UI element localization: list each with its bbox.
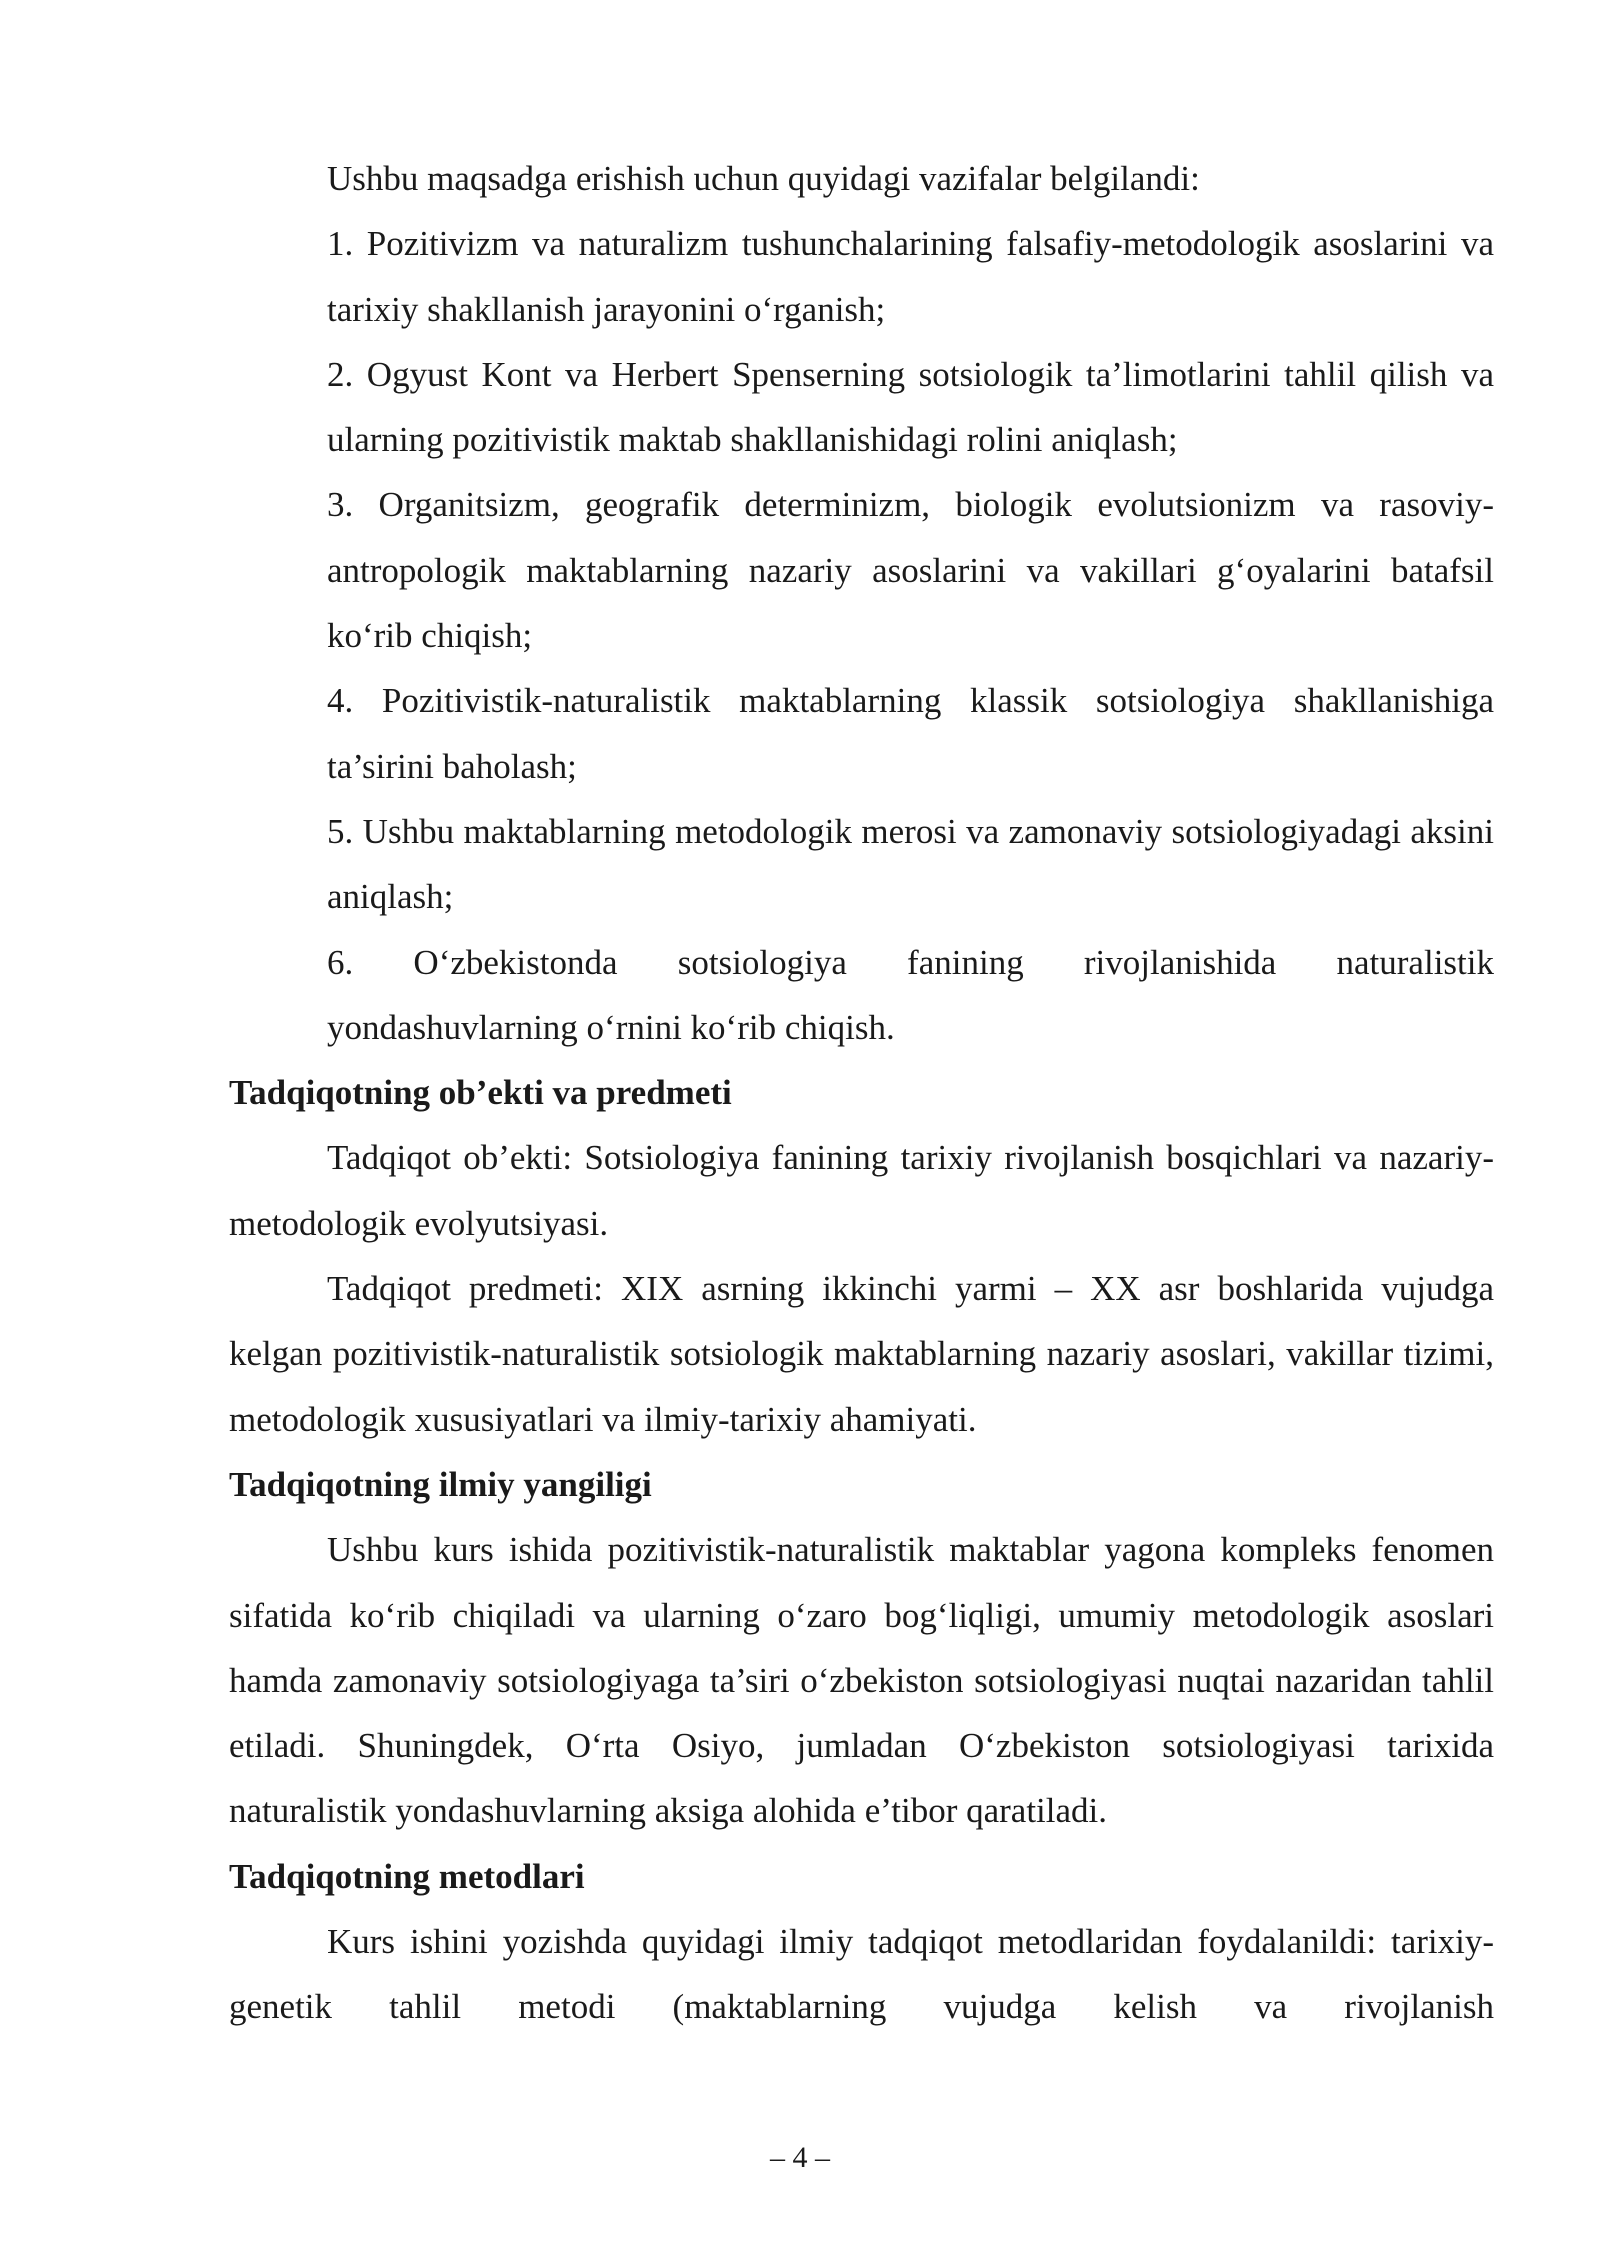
task-item-4: 4. Pozitivistik-naturalistik maktablarning klassik sotsiologiya shakllanishiga ta’sirini baholash; [327, 681, 1494, 786]
task-item-3: 3. Organitsizm, geografik determinizm, biologik evolutsionizm va rasoviy-antropologik maktablarning nazariy asoslarini va vakillari g‘oyalarini batafsil ko‘rib chiqish; [327, 485, 1494, 656]
task-item-5: 5. Ushbu maktablarning metodologik merosi va zamonaviy sotsiologiyadagi aksini aniqlash; [327, 811, 1494, 917]
document-page [229, 146, 1494, 2040]
page-number: – 4 – [770, 2141, 830, 2174]
novelty-paragraph: Ushbu kurs ishida pozitivistik-naturalistik maktablar yagona kompleks fenomen sifatida ko‘rib chiqiladi va ularning o‘zaro bog‘liqligi, umumiy metodologik asoslari hamda zamonaviy sotsiologiyaga ta’siri o‘zbekiston sotsiologiyasi nuqtai nazaridan tahlil etiladi. Shuningdek, O‘rta Osiyo, jumladan O‘zbekiston sotsiologiyasi tarixida naturalistik yondashuvlarning aksiga alohida e’tibor qaratiladi. [229, 1530, 1494, 1831]
methods-paragraph: Kurs ishini yozishda quyidagi ilmiy tadqiqot metodlaridan foydalanildi: tarixiy-genetik tahlil metodi (maktablarning vujudga kelish va rivojlanish [229, 1922, 1494, 2027]
novelty-section-heading: Tadqiqotning ilmiy yangiligi [229, 1464, 652, 1504]
research-object-paragraph: Tadqiqot ob’ekti: Sotsiologiya fanining tarixiy rivojlanish bosqichlari va nazariy-metodologik evolyutsiyasi. [229, 1138, 1494, 1243]
research-subject-paragraph: Tadqiqot predmeti: XIX asrning ikkinchi yarmi – XX asr boshlarida vujudga kelgan pozitivistik-naturalistik sotsiologik maktablarning nazariy asoslari, vakillar tizimi, metodologik xususiyatlari va ilmiy-tarixiy ahamiyati. [229, 1269, 1494, 1439]
task-item-1: 1. Pozitivizm va naturalizm tushunchalarining falsafiy-metodologik asoslarini va tarixiy shakllanish jarayonini o‘rganish; [327, 224, 1494, 329]
task-item-2: 2. Ogyust Kont va Herbert Spenserning sotsiologik ta’limotlarini tahlil qilish va ularning pozitivistik maktab shakllanishidagi rolini aniqlash; [327, 354, 1494, 460]
object-section-heading: Tadqiqotning ob’ekti va predmeti [229, 1073, 732, 1113]
tasks-intro: Ushbu maqsadga erishish uchun quyidagi vazifalar belgilandi: [327, 159, 1200, 198]
methods-section-heading: Tadqiqotning metodlari [229, 1856, 585, 1896]
task-item-6: 6. O‘zbekistonda sotsiologiya fanining rivojlanishida naturalistik yondashuvlarning o‘rnini ko‘rib chiqish. [327, 942, 1494, 1047]
